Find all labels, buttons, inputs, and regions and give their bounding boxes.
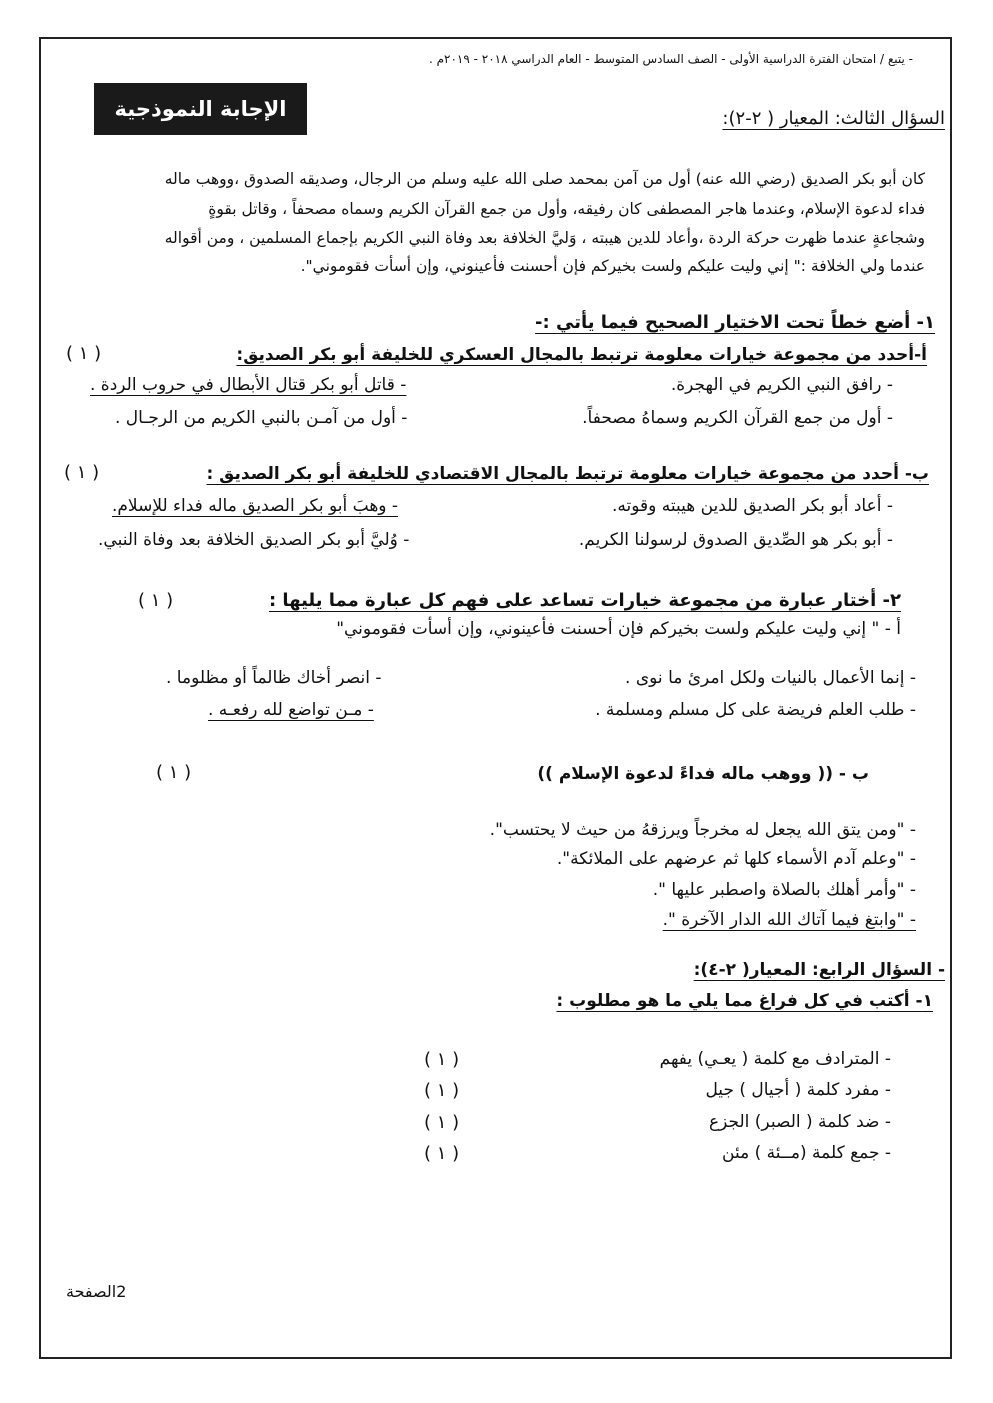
q3-part1b-title: ب- أحدد من مجموعة خيارات معلومة ترتبط بالمجال الاقتصادي للخليفة أبو بكر الصديق : <box>206 464 929 484</box>
option-text: - انصر أخاك ظالماً أو مظلوما . <box>166 668 382 688</box>
option-text: - وُليَّ أبو بكر الصديق الخلافة بعد وفاة النبي. <box>98 530 410 550</box>
option-text: - رافق النبي الكريم في الهجرة. <box>670 375 893 395</box>
passage-line: عندما ولي الخلافة :" إني وليت عليكم ولست بخيركم فإن أحسنت فأعينوني، وإن أسأت فقوموني". <box>300 257 925 275</box>
option-text-selected: - مـن تواضع لله رفعـه . <box>208 700 374 720</box>
option-text: - طلب العلم فريضة على كل مسلم ومسلمة . <box>595 700 916 720</box>
fill-item-score: ( ١ ) <box>424 1080 460 1101</box>
q3-part2-title: ٢- أختار عبارة من مجموعة خيارات تساعد على فهم كل عبارة مما يليها : <box>268 590 901 611</box>
verse-option-selected: - "وابتغ فيما آتاك الله الدار الآخرة ". <box>662 910 916 930</box>
option-text: - أول من آمـن بالنبي الكريم من الرجـال . <box>115 408 408 428</box>
option-text-selected: - قاتل أبو بكر قتال الأبطال في حروب الردة . <box>90 375 407 395</box>
fill-item: - جمع كلمة (مــئة ) مئن <box>722 1143 891 1163</box>
passage-line: وشجاعةٍ عندما ظهرت حركة الردة ،وأعاد للدين هيبته ، وَليَّ الخلافة بعد وفاة النبي الكريم بإجماع المسلمين ، ومن أقواله <box>164 229 925 247</box>
q3-part1-title: ١- أضع خطاً تحت الاختيار الصحيح فيما يأتي :- <box>535 312 935 333</box>
q4-part1-title: ١- أكتب في كل فراغ مما يلي ما هو مطلوب : <box>556 991 933 1011</box>
verse-option: - "وأمر أهلك بالصلاة واصطبر عليها ". <box>652 880 916 900</box>
passage-line: فداء لدعوة الإسلام، وعندما هاجر المصطفى كان رفيقه، وأول من جمع القرآن الكريم وسماه مصحفاً ، وقاتل بقوةٍ <box>208 200 925 218</box>
option-text: - أبو بكر هو الصِّديق الصدوق لرسولنا الكريم. <box>578 530 893 550</box>
verse-option: - "ومن يتق الله يجعل له مخرجاً ويرزقهُ من حيث لا يحتسب". <box>489 820 916 840</box>
option-text: - أول من جمع القرآن الكريم وسماهُ مصحفاً. <box>582 408 893 428</box>
model-answer-badge: الإجابة النموذجية <box>94 83 307 135</box>
fill-item: - مفرد كلمة ( أجيال ) جيل <box>705 1080 891 1100</box>
header-note: - يتبع / امتحان الفترة الدراسية الأولى - الصف السادس المتوسط - العام الدراسي ٢٠١٨ - ٢٠١٩م . <box>428 52 913 66</box>
q4-title: - السؤال الرابع: المعيار( ٢-٤): <box>693 960 945 980</box>
q3-part1a-title: أ-أحدد من مجموعة خيارات معلومة ترتبط بالمجال العسكري للخليفة أبو بكر الصديق: <box>236 345 927 365</box>
option-text: - إنما الأعمال بالنيات ولكل امرئ ما نوى . <box>625 668 916 688</box>
fill-item-score: ( ١ ) <box>424 1049 460 1070</box>
q3-part1b-score: ( ١ ) <box>64 462 100 483</box>
q3-part2-score: ( ١ ) <box>138 590 174 611</box>
q3-part2a-quote: أ - " إني وليت عليكم ولست بخيركم فإن أحسنت فأعينوني، وإن أسأت فقوموني" <box>336 619 901 639</box>
passage-line: كان أبو بكر الصديق (رضي الله عنه) أول من آمن بمحمد صلى الله عليه وسلم من الرجال، وصديقه الصدوق ،ووهب ماله <box>164 170 925 188</box>
verse-option: - "وعلم آدم الأسماء كلها ثم عرضهم على الملائكة". <box>556 849 916 869</box>
fill-item-score: ( ١ ) <box>424 1143 460 1164</box>
q3-part1a-score: ( ١ ) <box>66 343 102 364</box>
fill-item-score: ( ١ ) <box>424 1112 460 1133</box>
option-text: - أعاد أبو بكر الصديق للدين هيبته وقوته. <box>611 496 893 516</box>
q3-part2b-quote: ب - (( ووهب ماله فداءً لدعوة الإسلام )) <box>537 764 869 784</box>
option-text-selected: - وهبَ أبو بكر الصديق ماله فداء للإسلام. <box>112 496 399 516</box>
fill-item: - المترادف مع كلمة ( يعـي) يفهم <box>659 1049 891 1069</box>
page-number: 2الصفحة <box>66 1282 127 1301</box>
fill-item: - ضد كلمة ( الصبر) الجزع <box>709 1112 891 1132</box>
q3-part2b-score: ( ١ ) <box>156 762 192 783</box>
q3-title: السؤال الثالث: المعيار ( ٢-٢): <box>722 108 945 129</box>
